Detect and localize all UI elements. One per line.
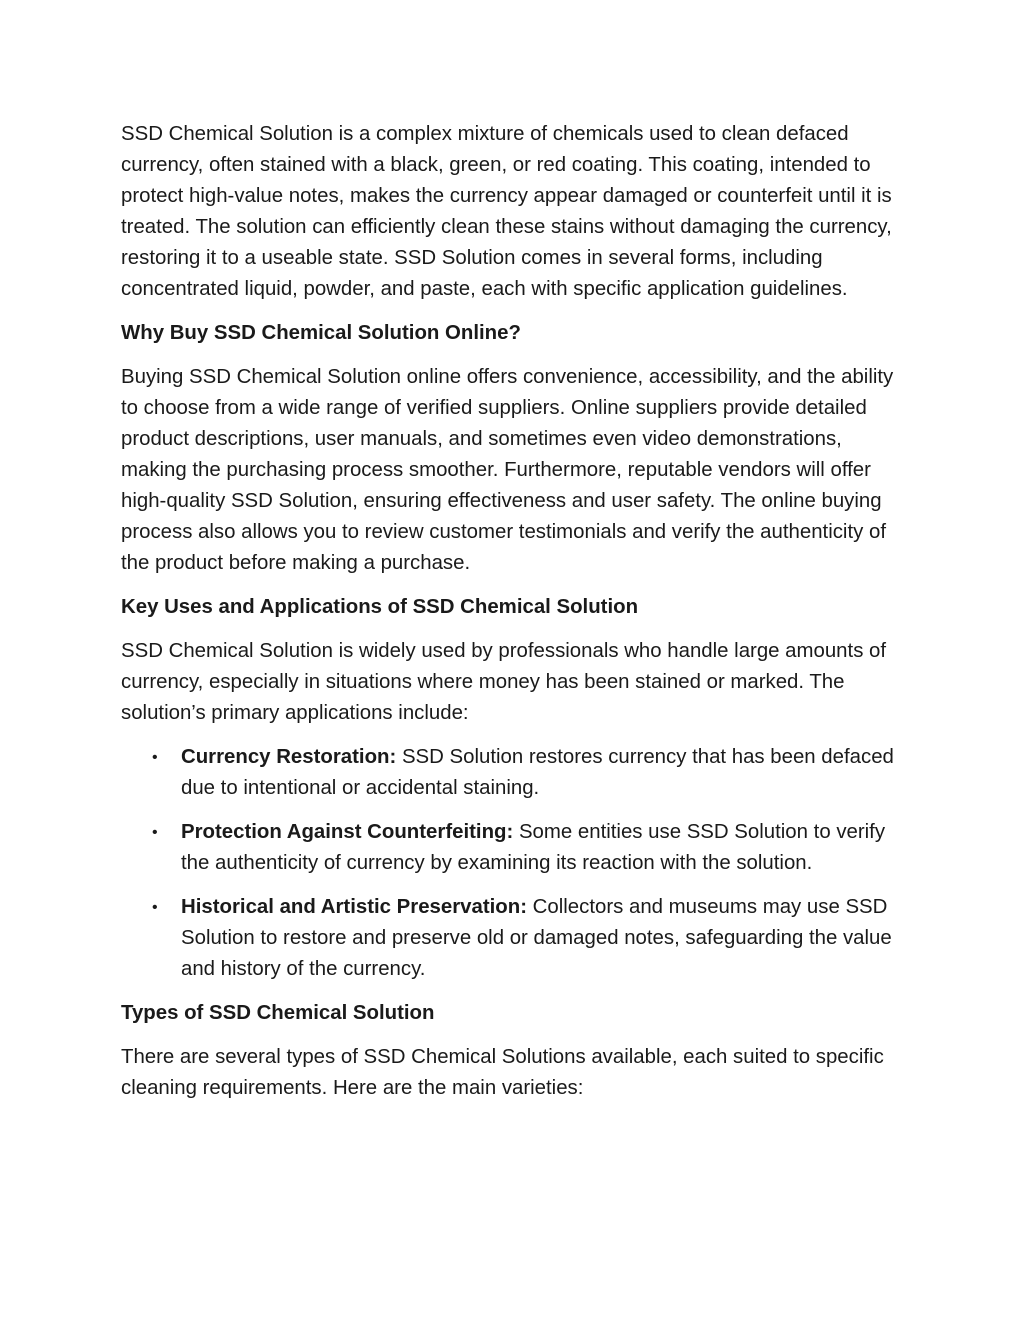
list-item [121,892,911,985]
bullet-icon: • [152,824,158,841]
list-item [121,817,911,879]
section-heading-types: Types of SSD Chemical Solution [121,1002,435,1024]
list-item-text: Collectors and museums may use SSD Solution to restore and preserve old or damaged notes, safeguarding the value and history of the currency. [181,896,892,980]
list-item-text: Some entities use SSD Solution to verify the authenticity of currency by examining its reaction with the solution. [181,821,886,874]
section-paragraph-types: There are several types of SSD Chemical Solutions available, each suited to specific cleaning requirements. Here are the main varieties: [121,1046,884,1099]
intro-paragraph: SSD Chemical Solution is a complex mixture of chemicals used to clean defaced currency, often stained with a black, green, or red coating. This coating, intended to protect high-value notes, makes the currency appear damaged or counterfeit until it is treated. The solution can efficiently clean these stains without damaging the currency, restoring it to a useable state. SSD Solution comes in several forms, including concentrated liquid, powder, and paste, each with specific application guidelines. [121,123,892,300]
list-item-text: SSD Solution restores currency that has been defaced due to intentional or accidental staining. [181,746,894,799]
list-item [121,742,911,804]
list-item-term: Currency Restoration: [181,746,397,768]
list-item-term: Protection Against Counterfeiting: [181,821,514,843]
section-heading-why-buy-online: Why Buy SSD Chemical Solution Online? [121,322,521,344]
bullet-icon: • [152,749,158,766]
section-heading-key-uses: Key Uses and Applications of SSD Chemical Solution [121,596,639,618]
applications-list [121,742,911,985]
list-item-term: Historical and Artistic Preservation: [181,896,527,918]
section-paragraph-why-buy-online: Buying SSD Chemical Solution online offers convenience, accessibility, and the ability to choose from a wide range of verified suppliers. Online suppliers provide detailed product descriptions, user manuals, and sometimes even video demonstrations, making the purchasing process smoother. Furthermore, reputable vendors will offer high-quality SSD Solution, ensuring effectiveness and user safety. The online buying process also allows you to review customer testimonials and verify the authenticity of the product before making a purchase. [121,366,894,574]
document-body [121,119,911,1117]
section-paragraph-key-uses: SSD Chemical Solution is widely used by professionals who handle large amounts of currency, especially in situations where money has been stained or marked. The solution’s primary applications include: [121,640,887,724]
bullet-icon: • [152,899,158,916]
